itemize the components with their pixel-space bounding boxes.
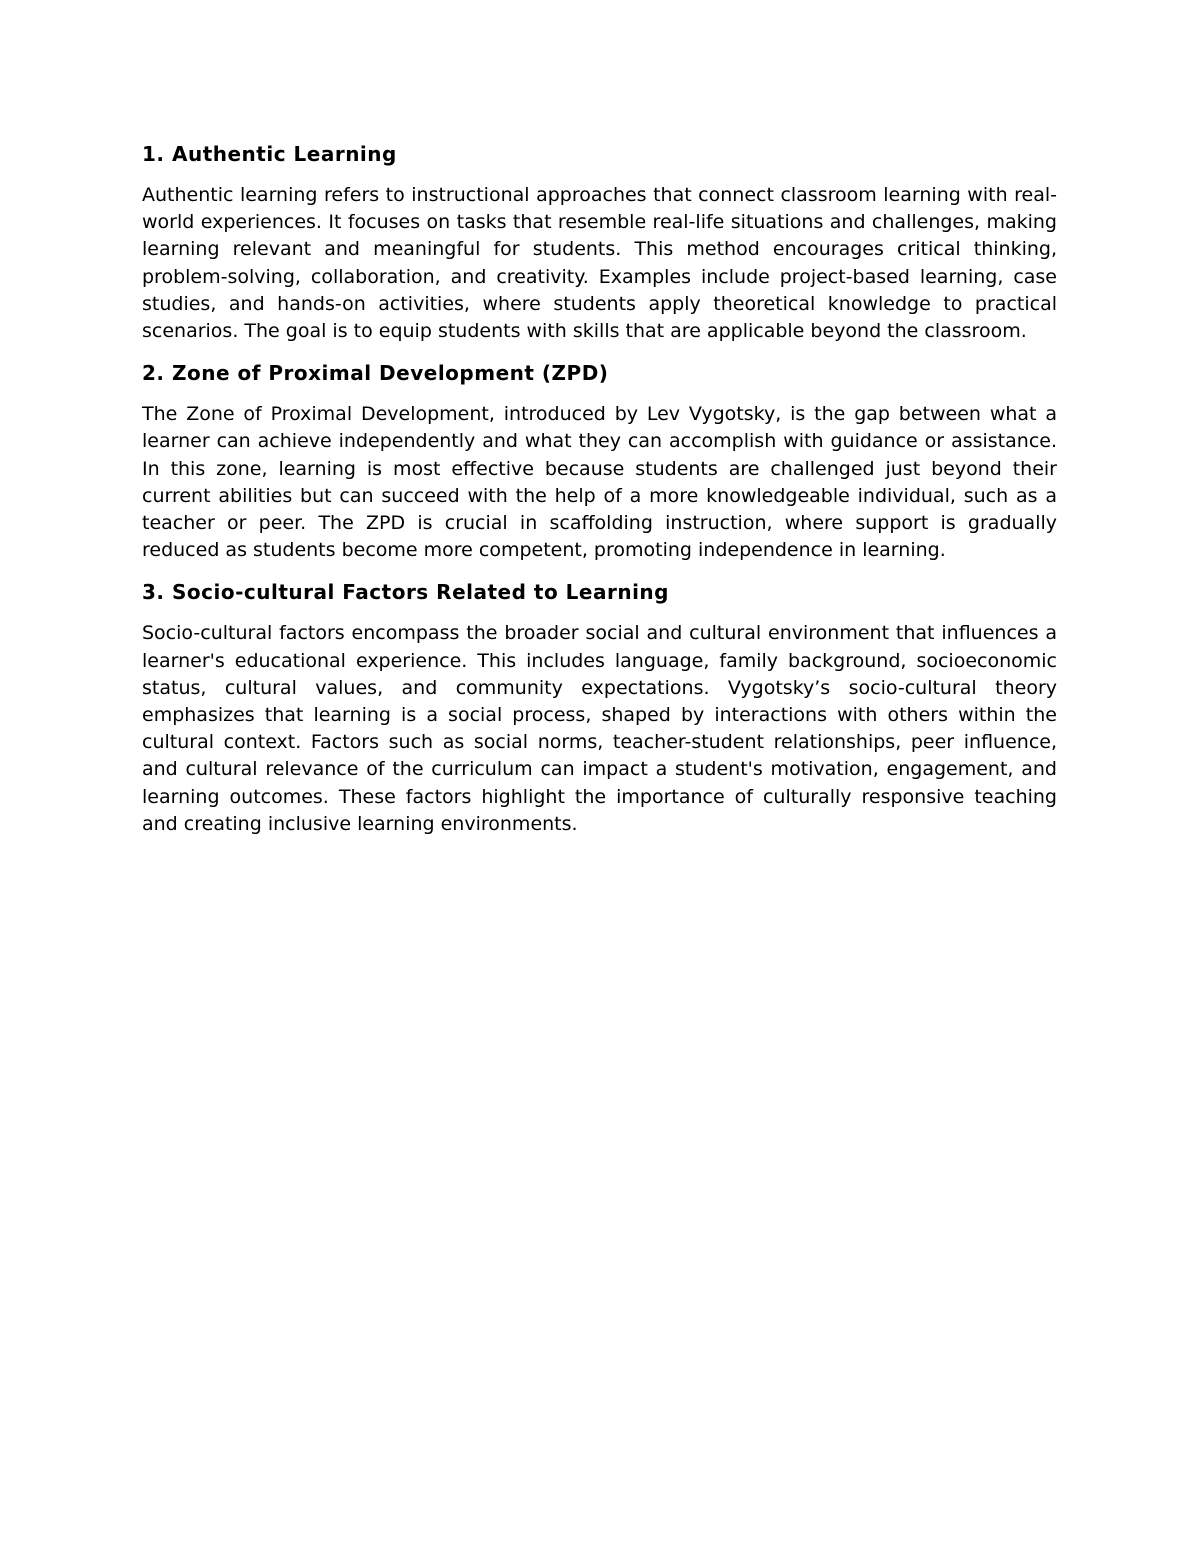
section-authentic-learning bbox=[142, 140, 1057, 345]
section-paragraph: Authentic learning refers to instructional approaches that connect classroom learning with real-world experiences. It focuses on tasks that resemble real-life situations and challenges, making learning relevant and meaningful for students. This method encourages critical thinking, problem-solving, collaboration, and creativity. Examples include project-based learning, case studies, and hands-on activities, where students apply theoretical knowledge to practical scenarios. The goal is to equip students with skills that are applicable beyond the classroom. bbox=[142, 184, 1057, 343]
section-heading: 3. Socio-cultural Factors Related to Learning bbox=[142, 580, 669, 605]
section-paragraph: The Zone of Proximal Development, introduced by Lev Vygotsky, is the gap between what a learner can achieve independently and what they can accomplish with guidance or assistance. In this zone, learning is most effective because students are challenged just beyond their current abilities but can succeed with the help of a more knowledgeable individual, such as a teacher or peer. The ZPD is crucial in scaffolding instruction, where support is gradually reduced as students become more competent, promoting independence in learning. bbox=[142, 403, 1057, 562]
section-paragraph: Socio-cultural factors encompass the broader social and cultural environment that influences a learner's educational experience. This includes language, family background, socioeconomic status, cultural values, and community expectations. Vygotsky’s socio-cultural theory emphasizes that learning is a social process, shaped by interactions with others within the cultural context. Factors such as social norms, teacher-student relationships, peer influence, and cultural relevance of the curriculum can impact a student's motivation, engagement, and learning outcomes. These factors highlight the importance of culturally responsive teaching and creating inclusive learning environments. bbox=[142, 622, 1057, 835]
section-heading: 2. Zone of Proximal Development (ZPD) bbox=[142, 361, 609, 386]
section-heading: 1. Authentic Learning bbox=[142, 142, 397, 166]
section-socio-cultural-factors bbox=[142, 578, 1057, 838]
document-page bbox=[142, 140, 1057, 852]
section-zone-of-proximal-development bbox=[142, 359, 1057, 564]
